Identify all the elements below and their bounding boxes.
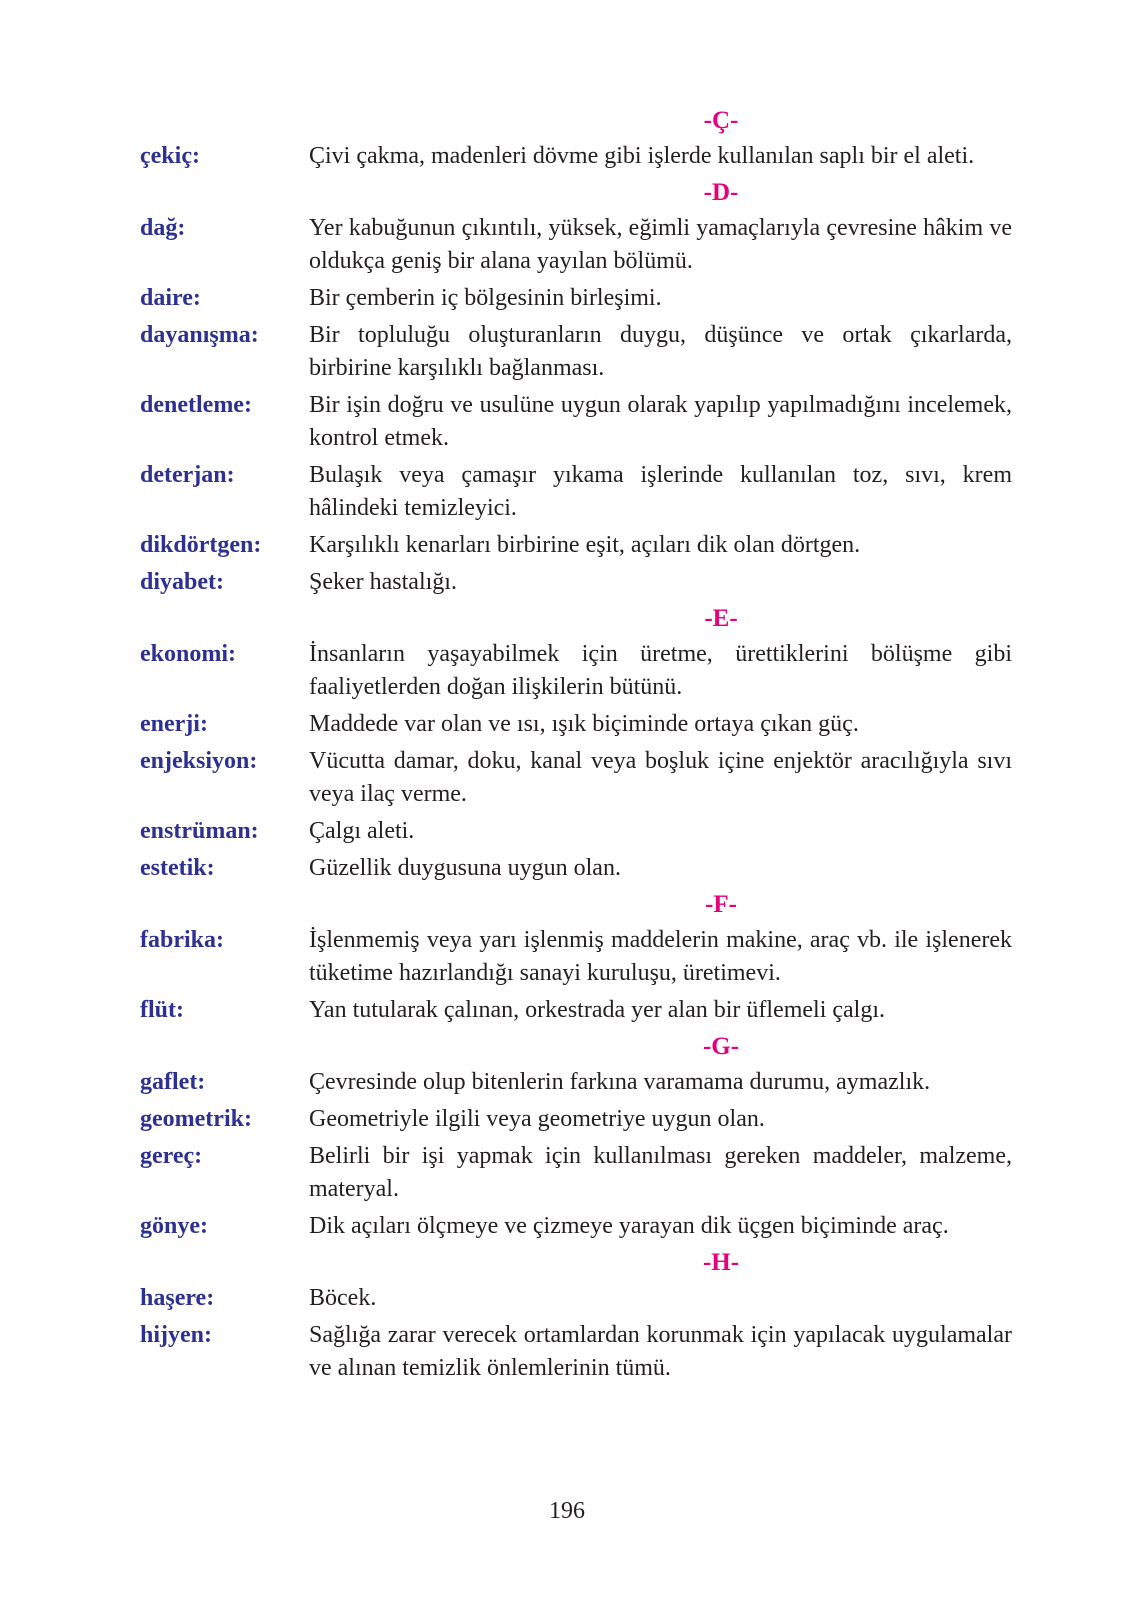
entry-term: hijyen: bbox=[140, 1322, 212, 1348]
entry-definition: Geometriyle ilgili veya geometriye uygun olan. bbox=[309, 1106, 765, 1132]
glossary-entry bbox=[140, 1319, 1012, 1385]
entry-term: estetik: bbox=[140, 855, 215, 881]
entry-definition: Karşılıklı kenarları birbirine eşit, açıları dik olan dörtgen. bbox=[309, 532, 861, 558]
glossary-section bbox=[140, 105, 1012, 173]
entry-term: enerji: bbox=[140, 711, 208, 737]
entry-term: dikdörtgen: bbox=[140, 532, 262, 558]
glossary-section bbox=[140, 177, 1012, 599]
glossary-section bbox=[140, 603, 1012, 885]
entry-term: gönye: bbox=[140, 1213, 208, 1239]
glossary-entry bbox=[140, 638, 1012, 704]
glossary-entry bbox=[140, 1066, 1012, 1099]
entry-term: gereç: bbox=[140, 1143, 203, 1169]
glossary-entry bbox=[140, 566, 1012, 599]
entry-term: dayanışma: bbox=[140, 322, 259, 348]
entry-term: enstrüman: bbox=[140, 818, 259, 844]
entry-term: haşere: bbox=[140, 1285, 215, 1311]
entry-term: flüt: bbox=[140, 997, 184, 1023]
letter-heading: -H- bbox=[702, 1249, 740, 1276]
entry-term: enjeksiyon: bbox=[140, 748, 258, 774]
entry-term: gaflet: bbox=[140, 1069, 206, 1095]
entry-definition: Bir topluluğu oluşturanların duygu, düşünce ve ortak çıkarlarda, birbirine karşılıklı bağlanması. bbox=[309, 322, 1012, 381]
entry-definition: Güzellik duygusuna uygun olan. bbox=[309, 855, 621, 881]
entry-term: dağ: bbox=[140, 215, 186, 241]
entry-definition: Yer kabuğunun çıkıntılı, yüksek, eğimli yamaçlarıyla çevresine hâkim ve oldukça geniş bir alana yayılan bölümü. bbox=[309, 215, 1012, 274]
glossary-section bbox=[140, 1031, 1012, 1243]
letter-heading: -Ç- bbox=[703, 107, 739, 134]
glossary-entry bbox=[140, 1140, 1012, 1206]
glossary-entry bbox=[140, 282, 1012, 315]
glossary-entry bbox=[140, 1210, 1012, 1243]
entry-definition: Böcek. bbox=[309, 1285, 377, 1311]
entry-definition: Çalgı aleti. bbox=[309, 818, 415, 844]
glossary-entry bbox=[140, 389, 1012, 455]
entry-definition: Bir işin doğru ve usulüne uygun olarak yapılıp yapılmadığını incelemek, kontrol etmek. bbox=[309, 392, 1012, 451]
entry-definition: Bir çemberin iç bölgesinin birleşimi. bbox=[309, 285, 662, 311]
entry-term: deterjan: bbox=[140, 462, 235, 488]
glossary-section bbox=[140, 1247, 1012, 1385]
entry-definition: Çivi çakma, madenleri dövme gibi işlerde kullanılan saplı bir el aleti. bbox=[309, 143, 975, 169]
entry-definition: Çevresinde olup bitenlerin farkına varamama durumu, aymazlık. bbox=[309, 1069, 931, 1095]
glossary-entry bbox=[140, 1103, 1012, 1136]
glossary-entry bbox=[140, 529, 1012, 562]
glossary-entry bbox=[140, 994, 1012, 1027]
entry-term: geometrik: bbox=[140, 1106, 252, 1132]
entry-definition: Sağlığa zarar verecek ortamlardan korunmak için yapılacak uygulamalar ve alınan temizlik önlemlerinin tümü. bbox=[309, 1322, 1012, 1381]
glossary-entry bbox=[140, 924, 1012, 990]
entry-definition: Şeker hastalığı. bbox=[309, 569, 457, 595]
letter-heading: -G- bbox=[702, 1033, 740, 1060]
entry-definition: Belirli bir işi yapmak için kullanılması gereken maddeler, malzeme, materyal. bbox=[309, 1143, 1012, 1202]
entry-term: denetleme: bbox=[140, 392, 252, 418]
glossary-entry bbox=[140, 212, 1012, 278]
entry-term: diyabet: bbox=[140, 569, 224, 595]
glossary-entry bbox=[140, 140, 1012, 173]
entry-definition: Maddede var olan ve ısı, ışık biçiminde ortaya çıkan güç. bbox=[309, 711, 859, 737]
glossary-entry bbox=[140, 745, 1012, 811]
entry-definition: Dik açıları ölçmeye ve çizmeye yarayan dik üçgen biçiminde araç. bbox=[309, 1213, 949, 1239]
glossary-entry bbox=[140, 1282, 1012, 1315]
page-number: 196 bbox=[549, 1498, 585, 1524]
letter-heading: -F- bbox=[705, 891, 737, 918]
glossary-section bbox=[140, 889, 1012, 1027]
entry-term: daire: bbox=[140, 285, 201, 311]
glossary-page bbox=[140, 105, 1012, 1389]
letter-heading: -D- bbox=[703, 179, 739, 206]
entry-definition: Vücutta damar, doku, kanal veya boşluk içine enjektör aracılığıyla sıvı veya ilaç verme. bbox=[309, 748, 1012, 807]
glossary-entry bbox=[140, 319, 1012, 385]
entry-definition: İşlenmemiş veya yarı işlenmiş maddelerin makine, araç vb. ile işlenerek tüketime hazırlandığı sanayi kuruluşu, üretimevi. bbox=[309, 927, 1012, 986]
entry-definition: Bulaşık veya çamaşır yıkama işlerinde kullanılan toz, sıvı, krem hâlindeki temizleyici. bbox=[309, 462, 1012, 521]
entry-term: çekiç: bbox=[140, 143, 200, 169]
glossary-entry bbox=[140, 459, 1012, 525]
glossary-entry bbox=[140, 852, 1012, 885]
glossary-entry bbox=[140, 708, 1012, 741]
entry-definition: Yan tutularak çalınan, orkestrada yer alan bir üflemeli çalgı. bbox=[309, 997, 886, 1023]
entry-term: ekonomi: bbox=[140, 641, 236, 667]
letter-heading: -E- bbox=[704, 605, 738, 632]
entry-definition: İnsanların yaşayabilmek için üretme, ürettiklerini bölüşme gibi faaliyetlerden doğan ilişkilerin bütünü. bbox=[309, 641, 1012, 700]
entry-term: fabrika: bbox=[140, 927, 224, 953]
glossary-entry bbox=[140, 815, 1012, 848]
